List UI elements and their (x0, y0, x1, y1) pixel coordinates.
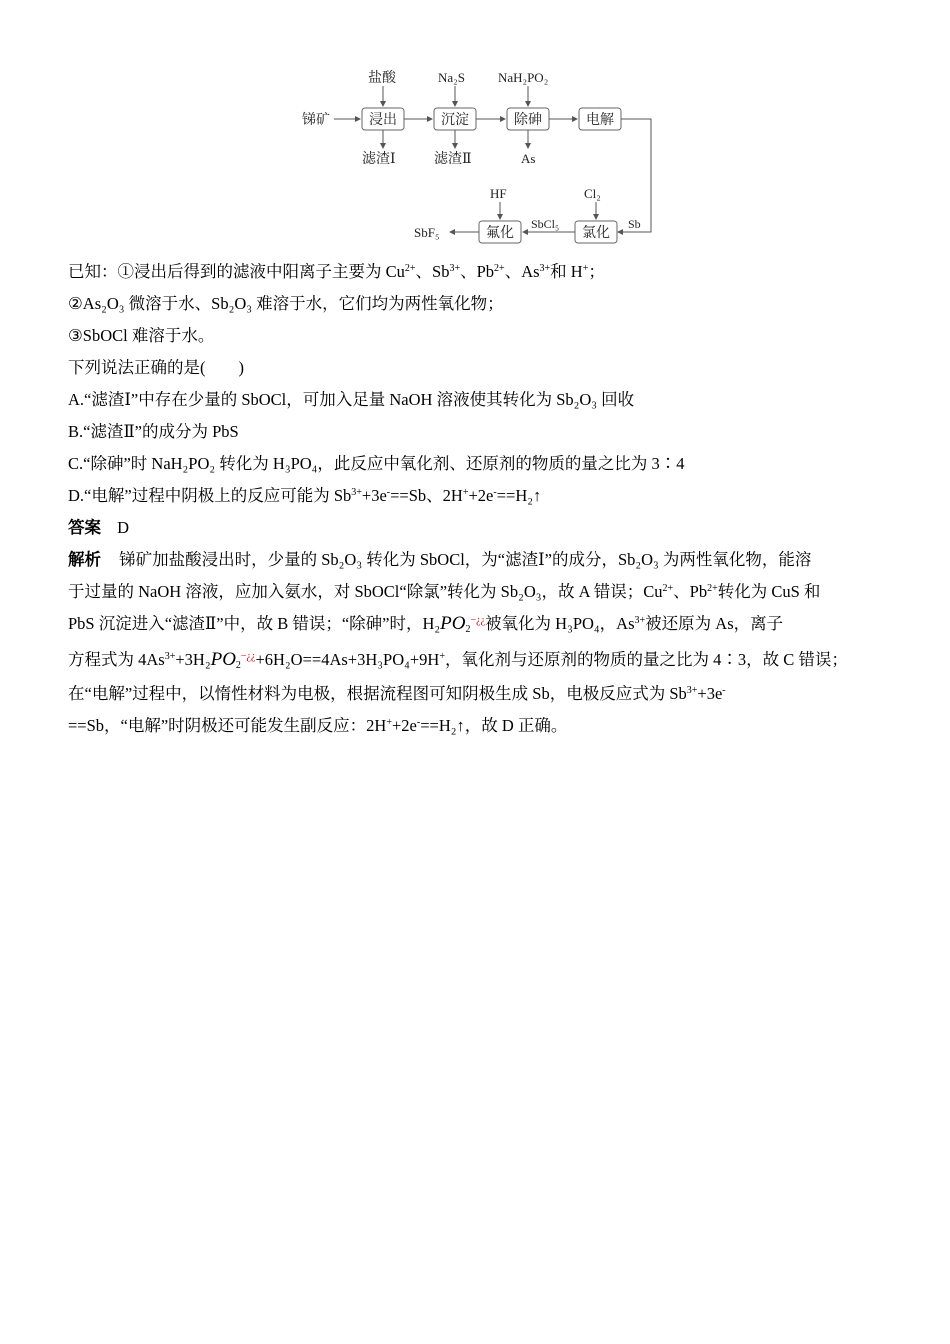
sbcl5-label: SbCl₅ (531, 217, 560, 231)
hcl-label: 盐酸 (368, 71, 396, 86)
known-line-3: ③SbOCl 难溶于水。 (68, 326, 215, 345)
process-flow-diagram (290, 62, 670, 248)
option-c: C.“除砷”时 NaH₂PO₂ 转化为 H₃PO₄，此反应中氧化剂、还原剂的物质的量之比为 3∶4 (68, 454, 685, 473)
as-label: As (521, 151, 536, 166)
analysis-line-5: 在“电解”过程中，以惰性材料为电极，根据流程图可知阴极生成 Sb，电极反应式为 $Sb^{3+}+3e^-$ (68, 684, 726, 703)
analysis-line-2: 于过量的 NaOH 溶液，应加入氨水，对 SbOCl“除氯”转化为 Sb₂O₃，故 A 错误；$Cu^{2+}$、$Pb^{2+}$转化为 CuS 和 (68, 582, 821, 601)
question-stem: 下列说法正确的是( ) (68, 358, 244, 377)
answer-value: D (117, 518, 130, 537)
node-leach (362, 108, 404, 130)
node-dearsenic (507, 108, 549, 130)
svg-text:氟化: 氟化 (486, 226, 514, 241)
node-electrolysis (579, 108, 621, 130)
node-fluorination (479, 221, 521, 243)
sbf5-label: SbF₅ (414, 225, 440, 240)
residue2-label: 滤渣Ⅱ (434, 152, 472, 167)
svg-text:氯化: 氯化 (582, 226, 610, 241)
svg-text:除砷: 除砷 (514, 113, 542, 128)
analysis-line-1: 解析 锑矿加盐酸浸出时，少量的 Sb₂O₃ 转化为 SbOCl，为“滤渣Ⅰ”的成分，Sb₂O₃ 为两性氧化物，能溶 (68, 550, 812, 569)
node-precipitation (434, 108, 476, 130)
analysis-line-3: PbS 沉淀进入“滤渣Ⅱ”中，故 B 错误；“除砷”时，$H_2PO_2^{-¿¿}$被氧化为 H₃PO₄，$As^{3+}$被还原为 As，离子 (68, 613, 784, 635)
analysis-line-6: ==Sb，“电解”时阴极还可能发生副反应：2H++2e-==H₂↑，故 D 正确。 (68, 716, 568, 735)
option-d: D.“电解”过程中阴极上的反应可能为 $Sb^{3+}+3e^-==Sb$、2H++2e-==H₂↑ (68, 486, 542, 505)
svg-text:沉淀: 沉淀 (441, 113, 469, 128)
svg-text:电解: 电解 (586, 113, 614, 128)
svg-text:浸出: 浸出 (369, 113, 397, 128)
answer-line (68, 518, 908, 538)
sb-label: Sb (628, 217, 641, 231)
known-line-1: 已知：①浸出后得到的滤液中阳离子主要为 $Cu^{2+}$、$Sb^{3+}$、$Pb^{2+}$、$As^{3+}$和 H+； (68, 262, 605, 281)
analysis-label: 解析 (68, 550, 101, 569)
ore-label: 锑矿 (302, 113, 330, 128)
hf-label: HF (490, 186, 507, 201)
residue1-label: 滤渣Ⅰ (362, 152, 396, 167)
cl2-label: Cl₂ (584, 186, 601, 201)
known-line-2: ②As₂O₃ 微溶于水、Sb₂O₃ 难溶于水，它们均为两性氧化物； (68, 294, 504, 313)
nah2po2-label: NaH₂PO₂ (498, 70, 549, 85)
option-a: A.“滤渣Ⅰ”中存在少量的 SbOCl，可加入足量 NaOH 溶液使其转化为 Sb₂O₃ 回收 (68, 390, 635, 409)
node-chlorination (575, 221, 617, 243)
answer-label: 答案 (68, 518, 101, 537)
analysis-line-4: 方程式为 $4As^{3+}+3H_2PO_2^{-¿¿}+6H_2O==4As+3H_3PO_4+9H^+$，氧化剂与还原剂的物质的量之比为 4∶3，故 C 错误； (68, 649, 848, 671)
option-b: B.“滤渣Ⅱ”的成分为 PbS (68, 422, 239, 441)
na2s-label: Na₂S (438, 70, 465, 85)
